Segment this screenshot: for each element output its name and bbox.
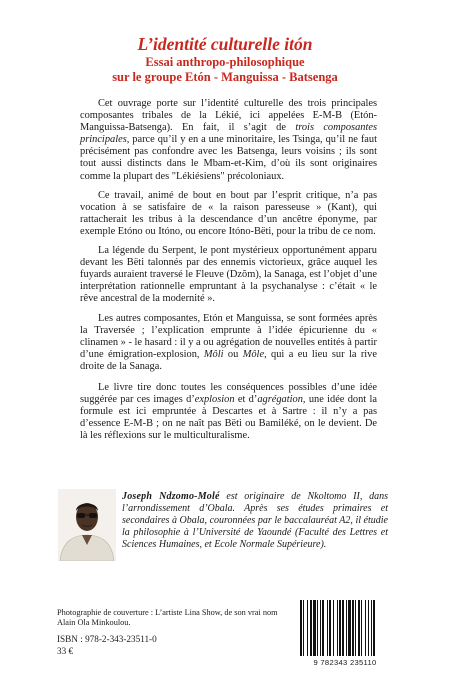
p5-part-c: , une idée dont la formule est ici empruntée à Descartes et à Sartre : il n’y a pas d’essence E-M-B ; on ne naît pas Bëti ou Bamiléké, on le devient. De là les réflexions sur le multiculturalisme. — [80, 394, 377, 442]
barcode-bar — [348, 600, 351, 656]
p4-emphasis-2: Môle — [242, 348, 265, 360]
barcode-bar — [307, 600, 308, 656]
barcode-bar — [333, 600, 334, 656]
author-name: Joseph Ndzomo-Molé — [122, 491, 220, 502]
p5-part-a: Le livre tire donc toutes les conséquences possibles d’une idée suggérée par ces images d’ — [80, 381, 377, 406]
subtitle-line-1: Essai anthropo-philosophique — [145, 55, 305, 69]
isbn-price-block — [57, 633, 157, 657]
p1-emphasis: trois composantes principales — [80, 122, 377, 146]
barcode-bar — [365, 600, 366, 656]
barcode-bar — [352, 600, 354, 656]
book-subtitle — [0, 55, 450, 84]
barcode-digits: 9 782343 235110 — [313, 658, 377, 667]
barcode-bar — [320, 600, 321, 656]
isbn-label: ISBN : 978-2-343-23511-0 — [57, 634, 157, 644]
barcode-bar — [371, 600, 372, 656]
barcode-bar — [313, 600, 316, 656]
p4-part-a: Les autres composantes, Etón et Manguissa, se sont formées après la Traversée ; l’explication emprunte à l’idée épicurienne du « clinamen » - le hasard : il y a ou agrégation de nouvelles entités à partir d’une émigration-explosion, — [80, 312, 377, 360]
barcode-bar — [361, 600, 362, 656]
p4-part-c: , qui a eu lieu sur la rive droite de la Sanaga. — [80, 348, 377, 372]
barcode-bar — [327, 600, 328, 656]
author-bio-text: est originaire de Nkoltomo II, dans l’arrondissement d’Obala. Après ses études primaires et secondaires à Obala, couronnées par le baccalauréat A2, il étudie la philosophie à l’Université de Yaoundé (Faculté des Lettres et Sciences Humaines, et Ecole Normale Supérieure). — [122, 491, 388, 550]
p4-emphasis-1: Môli — [203, 348, 224, 360]
p1-part-a: Cet ouvrage porte sur l’identité culturelle des trois principales composantes tribales de la Lékié, ici appelées E-M-B (Etón-Manguissa-Batsenga). En fait, il s’agit de — [80, 98, 377, 134]
barcode-bar — [300, 600, 302, 656]
barcode-bar — [373, 600, 375, 656]
barcode-bar — [322, 600, 324, 656]
p5-emphasis-2: agrégation — [257, 394, 303, 406]
photo-credit-line-1: Photographie de couverture : L’artiste Lina Show, de son vrai nom — [57, 608, 278, 617]
p5-emphasis-1: explosion — [194, 394, 235, 406]
p5-part-b: et d’ — [234, 394, 258, 406]
barcode-bar — [358, 600, 360, 656]
barcode-bar — [342, 600, 344, 656]
barcode-bar — [355, 600, 356, 656]
paragraph-1 — [80, 98, 377, 183]
barcode-bar — [310, 600, 312, 656]
barcode-bar — [346, 600, 347, 656]
barcode-bar — [317, 600, 318, 656]
barcode-bar — [329, 600, 331, 656]
photo-credit-line-2: Alain Ola Minkoulou. — [57, 618, 131, 627]
author-bio — [122, 491, 388, 551]
paragraph-2: Ce travail, animé de bout en bout par l’esprit critique, n’a pas vocation à se satisfaire de « la raison paresseuse » (Kant), qui rattacherait les tribus à la descendance d’un ancêtre éponyme, par exemple Etóno ou Itóno, ou encore Itóno-Bëti, pour la tribu de ce nom. — [80, 189, 377, 237]
book-title: L’identité culturelle itón — [137, 34, 313, 54]
paragraph-4 — [80, 313, 377, 373]
barcode-bar — [368, 600, 369, 656]
price-label: 33 € — [57, 646, 74, 656]
barcode-bar — [337, 600, 338, 656]
back-cover-text — [80, 98, 377, 449]
p1-part-b: , parce qu’il y en a une minoritaire, les Tsinga, qu’il ne faut précisément pas confondre avec les Batsenga, leurs voisins ; ils sont tout aussi distincts dans le Mbam-et-Kim, d’où ils sont originaires comme la plupart des "Lékiésiens" précoloniaux. — [80, 134, 377, 182]
author-photo — [58, 489, 116, 561]
barcode-bar — [303, 600, 304, 656]
paragraph-5 — [80, 382, 377, 442]
paragraph-3: La légende du Serpent, le pont mystérieux opportunément apparu devant les Bëti talonnés par des ennemis victorieux, grâce auquel les fuyards auraient traversé le Fleuve (Dzõm), la Sanaga, est l’objet d’une interprétation rationnelle empruntant à la psychanalyse : c’était « le rêve ancestral de la modernité ». — [80, 245, 377, 305]
p4-part-b: ou — [223, 348, 243, 360]
barcode-bar — [339, 600, 341, 656]
subtitle-line-2: sur le groupe Etón - Manguissa - Batsenga — [112, 69, 338, 84]
